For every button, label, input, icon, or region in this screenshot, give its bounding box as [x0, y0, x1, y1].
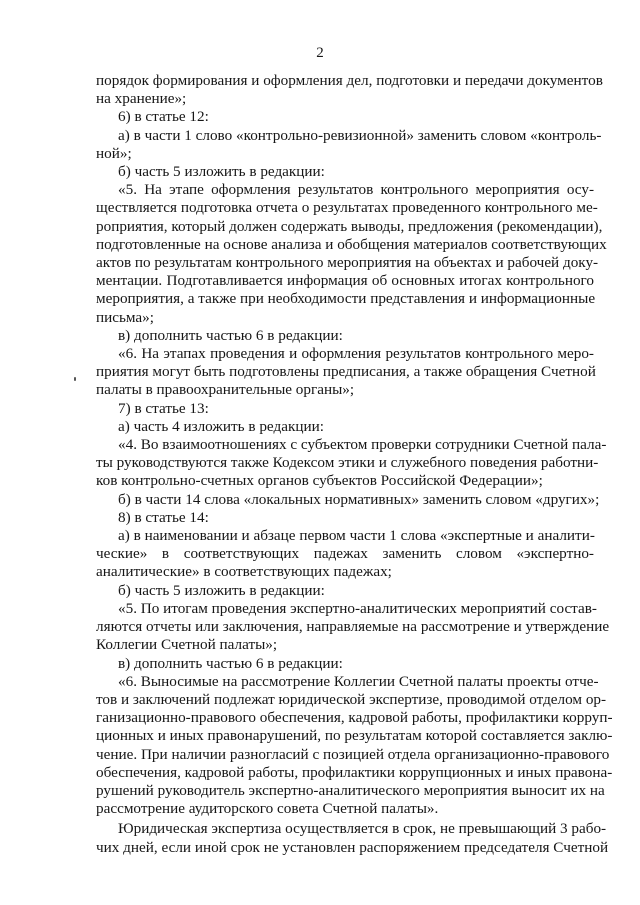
text-line: ков контрольно-счетных органов субъектов Российской Федерации»; [96, 472, 543, 490]
text-line: «4. Во взаимоотношениях с субъектом проверки сотрудники Счетной пала- [118, 436, 607, 454]
text-line: тов и заключений подлежат юридической экспертизе, проводимой отделом ор- [96, 690, 607, 708]
text-line: ментации. Подготавливается информация об основных итогах контрольного [96, 272, 594, 290]
text-line: а) в части 1 слово «контрольно-ревизионной» заменить словом «контроль- [118, 126, 602, 144]
text-line: 7) в статье 13: [118, 399, 209, 417]
text-line: приятия могут быть подготовлены предписания, а также обращения Счетной [96, 363, 596, 381]
text-line: палаты в правоохранительные органы»; [96, 381, 355, 399]
text-line: обеспечения, кадровой работы, профилактики коррупционных и иных правона- [96, 763, 613, 781]
text-line: «6. Выносимые на рассмотрение Коллегии Счетной палаты проекты отче- [118, 672, 599, 690]
text-line: письма»; [96, 308, 154, 326]
text-line: роприятия, который должен содержать выводы, предложения (рекомендации), [96, 217, 603, 235]
text-line: «5. На этапе оформления результатов контрольного мероприятия осу- [118, 181, 594, 199]
text-line: в) дополнить частью 6 в редакции: [118, 326, 343, 344]
text-line: аналитические» в соответствующих падежах; [96, 563, 392, 581]
text-line: а) часть 4 изложить в редакции: [118, 417, 324, 435]
page-number: 2 [316, 45, 324, 61]
text-line: ческие» в соответствующих падежах заменить словом «экспертно- [96, 545, 594, 563]
document-body [96, 72, 613, 857]
text-line: ционных и иных правонарушений, по результатам которой составляется заклю- [96, 727, 613, 745]
text-line: рушений руководитель экспертно-аналитического мероприятия выносит их на [96, 781, 605, 799]
text-line: Коллегии Счетной палаты»; [96, 636, 278, 654]
text-line: чих дней, если иной срок не установлен распоряжением председателя Счетной [96, 838, 609, 856]
text-line: «5. По итогам проведения экспертно-аналитических мероприятий состав- [118, 599, 597, 617]
text-line: ты руководствуются также Кодексом этики и служебного поведения работни- [96, 454, 599, 472]
text-line: а) в наименовании и абзаце первом части 1 слова «экспертные и аналити- [118, 527, 595, 545]
text-line: б) часть 5 изложить в редакции: [118, 581, 325, 599]
text-line: Юридическая экспертиза осуществляется в срок, не превышающий 3 рабо- [118, 820, 607, 838]
text-line: чение. При наличии разногласий с позицией отдела организационно-правового [96, 745, 610, 763]
text-line: в) дополнить частью 6 в редакции: [118, 654, 343, 672]
text-line: мероприятия, а также при необходимости представления и информационные [96, 290, 596, 308]
text-line: ществляется подготовка отчета о результатах проведенного контрольного ме- [96, 199, 598, 217]
text-line: 8) в статье 14: [118, 508, 209, 526]
text-line: б) в части 14 слова «локальных нормативных» заменить словом «других»; [118, 490, 600, 508]
text-line: подготовленные на основе анализа и обобщения материалов соответствующих [96, 235, 607, 253]
text-line: актов по результатам контрольного мероприятия на объектах и рабочей доку- [96, 254, 599, 272]
text-line: ганизационно-правового обеспечения, кадровой работы, профилактики корруп- [96, 709, 613, 727]
text-line: порядок формирования и оформления дел, подготовки и передачи документов [96, 72, 603, 89]
text-line: рассмотрение аудиторского совета Счетной палаты». [96, 800, 439, 818]
margin-mark [74, 377, 76, 381]
text-line: «6. На этапах проведения и оформления результатов контрольного меро- [118, 345, 594, 363]
text-line: 6) в статье 12: [118, 108, 209, 126]
text-line: ляются отчеты или заключения, направляемые на рассмотрение и утверждение [96, 618, 610, 636]
text-line: ной»; [96, 144, 132, 162]
text-line: на хранение»; [96, 90, 187, 108]
text-line: б) часть 5 изложить в редакции: [118, 163, 325, 181]
